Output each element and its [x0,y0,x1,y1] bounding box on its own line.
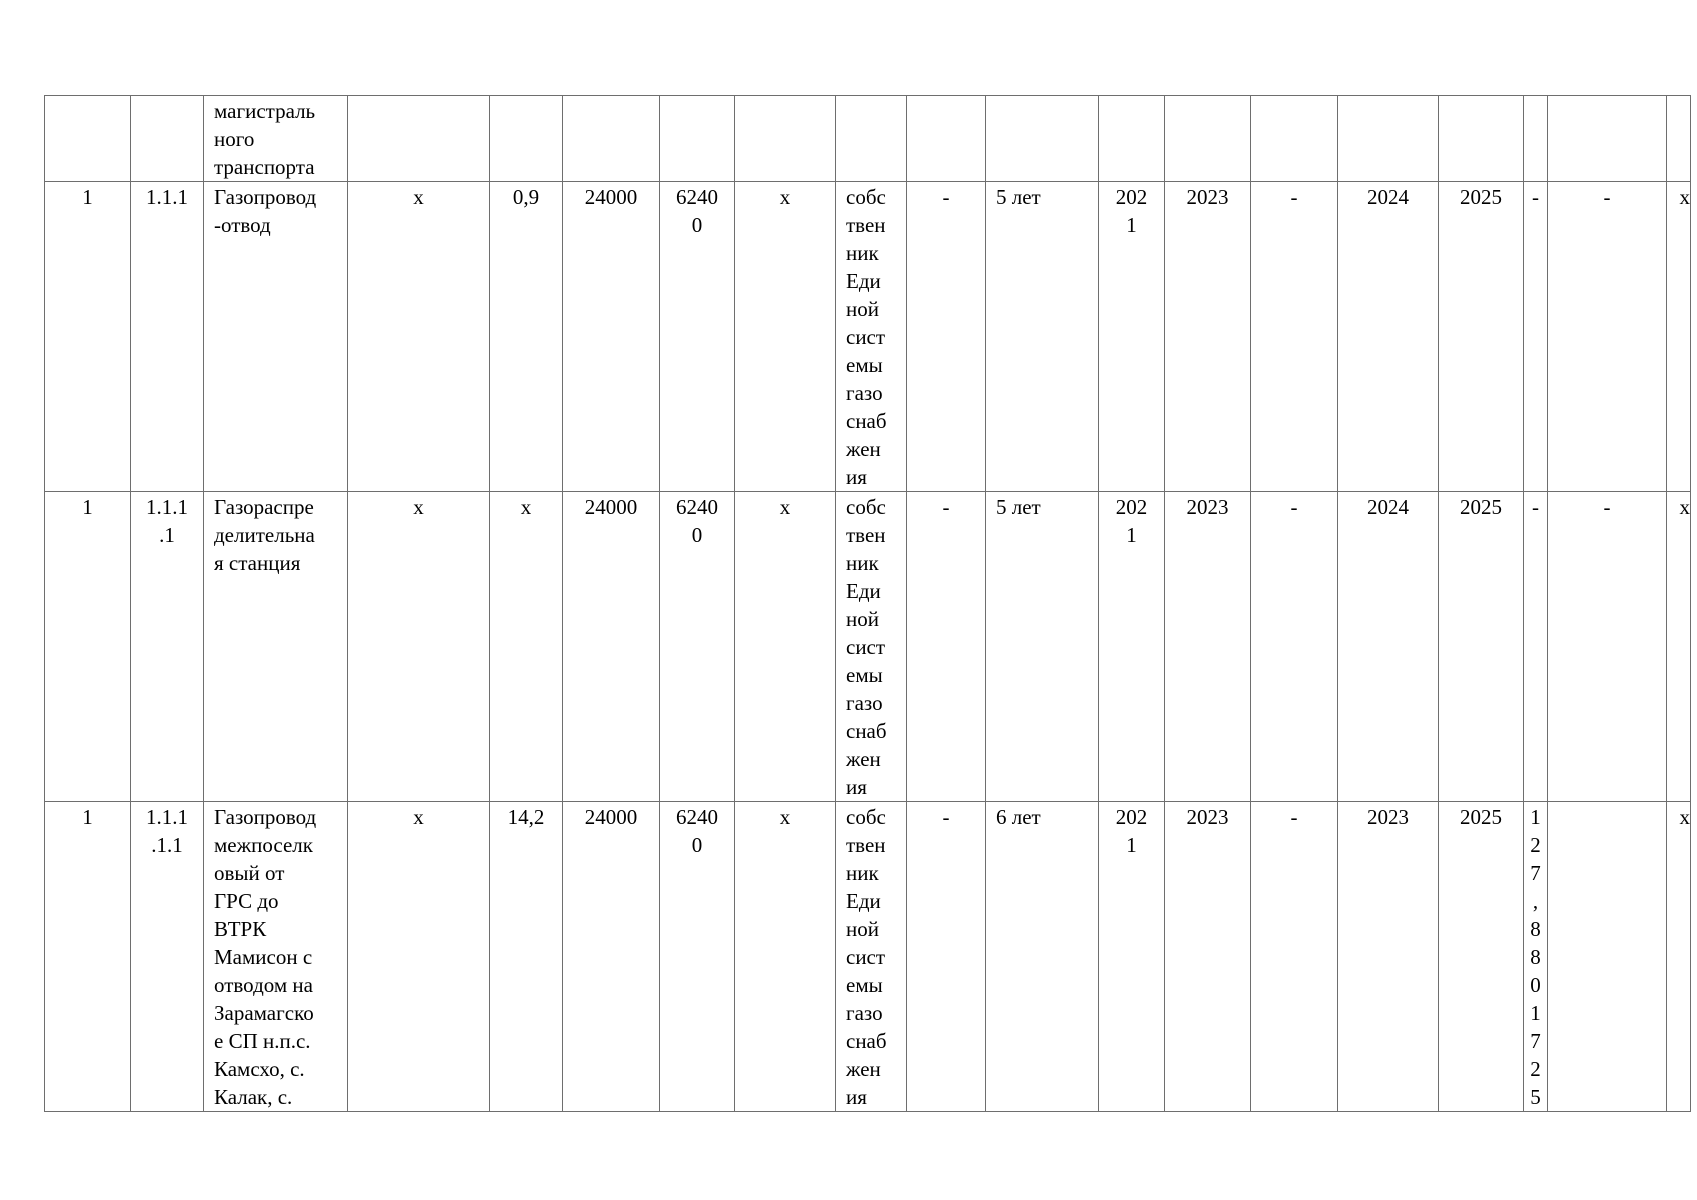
year-b-cell [1439,96,1524,182]
col8-cell [735,96,836,182]
col10-cell [907,182,986,492]
cell-text: 5 лет [996,185,1041,209]
table-row [45,96,1691,182]
cell-text: 1.1.1 .1 [146,495,188,547]
last-cell [1667,492,1691,802]
length-cell [490,802,563,1112]
narrow-value-cell [1524,802,1548,1112]
code-cell [131,96,204,182]
cell-text: 2024 [1367,495,1409,519]
year-a-cell [1338,96,1439,182]
cell-text: 2024 [1367,185,1409,209]
narrow-value-cell [1524,96,1548,182]
owner-cell [836,96,907,182]
col7-cell [660,802,735,1112]
year-start-cell [1099,96,1165,182]
last-cell [1667,96,1691,182]
cell-text: х [1679,185,1690,209]
narrow-value-cell [1524,492,1548,802]
cell-text: 0,9 [512,185,540,209]
duration-cell [986,492,1099,802]
col4-cell [348,96,490,182]
year-b-cell [1439,492,1524,802]
col7-cell [660,182,735,492]
narrow-value-cell [1524,182,1548,492]
duration-cell [986,182,1099,492]
length-cell [490,492,563,802]
cell-text: 202 1 [1115,805,1148,857]
owner-cell [836,182,907,492]
col8-cell [735,492,836,802]
col6-cell [563,182,660,492]
name-cell [204,492,348,802]
col10-cell [907,492,986,802]
year-start-cell [1099,492,1165,802]
cell-text: 2025 [1460,185,1502,209]
owner-cell [836,802,907,1112]
cell-text: 1 [82,495,93,519]
cell-text: - [942,185,950,209]
cell-text: 24000 [584,805,638,829]
col18-cell [1548,492,1667,802]
col6-cell [563,802,660,1112]
col14-cell [1251,492,1338,802]
name-cell [204,802,348,1112]
length-cell [490,96,563,182]
cell-text: 24000 [584,495,638,519]
code-cell [131,492,204,802]
cell-text: 2023 [1367,805,1409,829]
length-cell [490,182,563,492]
col14-cell [1251,96,1338,182]
cell-text: х [520,495,532,519]
cell-text: 6 лет [996,805,1041,829]
cell-text: х [413,185,424,209]
duration-cell [986,96,1099,182]
year-start-cell [1099,802,1165,1112]
cell-text: х [779,185,791,209]
col6-cell [563,492,660,802]
cell-text: 2023 [1186,185,1229,209]
cell-text: 2023 [1186,805,1229,829]
year-start-cell [1099,182,1165,492]
cell-text: - [942,805,950,829]
col10-cell [907,96,986,182]
cell-text: собс твен ник Еди ной сист емы газо снаб жен ия [846,495,887,799]
col8-cell [735,182,836,492]
year-b-cell [1439,182,1524,492]
table-row [45,492,1691,802]
cell-text: - [1532,495,1539,519]
col4-cell [348,182,490,492]
cell-text: Газопровод -отвод [214,185,317,237]
col7-cell [660,492,735,802]
cell-text: 1 [82,185,93,209]
cell-text: - [1603,185,1611,209]
cell-text: - [1532,185,1539,209]
row-number-cell [45,96,131,182]
duration-cell [986,802,1099,1112]
year-a-cell [1338,802,1439,1112]
col6-cell [563,96,660,182]
data-table [44,95,1691,1112]
col14-cell [1251,802,1338,1112]
cell-text: 6240 0 [676,495,718,547]
col4-cell [348,492,490,802]
col7-cell [660,96,735,182]
cell-text: 2023 [1186,495,1229,519]
cell-text: 24000 [584,185,638,209]
year-2023-cell [1165,96,1251,182]
cell-text: х [779,495,791,519]
cell-text: собс твен ник Еди ной сист емы газо снаб жен ия [846,185,887,489]
col10-cell [907,802,986,1112]
cell-text: - [1290,185,1298,209]
year-b-cell [1439,802,1524,1112]
name-cell [204,182,348,492]
col18-cell [1548,182,1667,492]
cell-text: 2025 [1460,805,1502,829]
col18-cell [1548,802,1667,1112]
cell-text: 5 лет [996,495,1041,519]
year-2023-cell [1165,182,1251,492]
cell-text: Газораспре делительна я станция [214,495,315,575]
owner-cell [836,492,907,802]
col8-cell [735,802,836,1112]
row-number-cell [45,802,131,1112]
cell-text: 6240 0 [676,805,718,857]
cell-text: - [1290,495,1298,519]
cell-text: магистраль ного транспорта [214,99,316,179]
row-number-cell [45,182,131,492]
year-a-cell [1338,492,1439,802]
table-row [45,802,1691,1112]
cell-text: х [413,495,424,519]
cell-text: 1.1.1 .1.1 [146,805,188,857]
row-number-cell [45,492,131,802]
cell-text: х [413,805,424,829]
cell-text: 6240 0 [676,185,718,237]
cell-text: х [1679,805,1690,829]
cell-text: 14,2 [507,805,545,829]
col14-cell [1251,182,1338,492]
table-row [45,182,1691,492]
year-a-cell [1338,182,1439,492]
cell-text: 1.1.1 [146,185,188,209]
cell-text: 1 2 7 , 8 8 0 1 7 2 5 [1530,805,1541,1109]
cell-text: - [942,495,950,519]
cell-text: - [1290,805,1298,829]
cell-text: х [779,805,791,829]
last-cell [1667,182,1691,492]
name-cell [204,96,348,182]
last-cell [1667,802,1691,1112]
year-2023-cell [1165,802,1251,1112]
cell-text: 202 1 [1115,495,1148,547]
cell-text: 1 [82,805,93,829]
year-2023-cell [1165,492,1251,802]
cell-text: собс твен ник Еди ной сист емы газо снаб жен ия [846,805,887,1109]
col18-cell [1548,96,1667,182]
code-cell [131,182,204,492]
code-cell [131,802,204,1112]
col4-cell [348,802,490,1112]
cell-text: 2025 [1460,495,1502,519]
cell-text: - [1603,495,1611,519]
cell-text: Газопровод межпоселк овый от ГРС до ВТРК Мамисон с отводом на Зарамагско е СП н.п.с. Камсхо, с. Калак, с. [214,805,317,1109]
cell-text: 202 1 [1115,185,1148,237]
cell-text: х [1679,495,1690,519]
